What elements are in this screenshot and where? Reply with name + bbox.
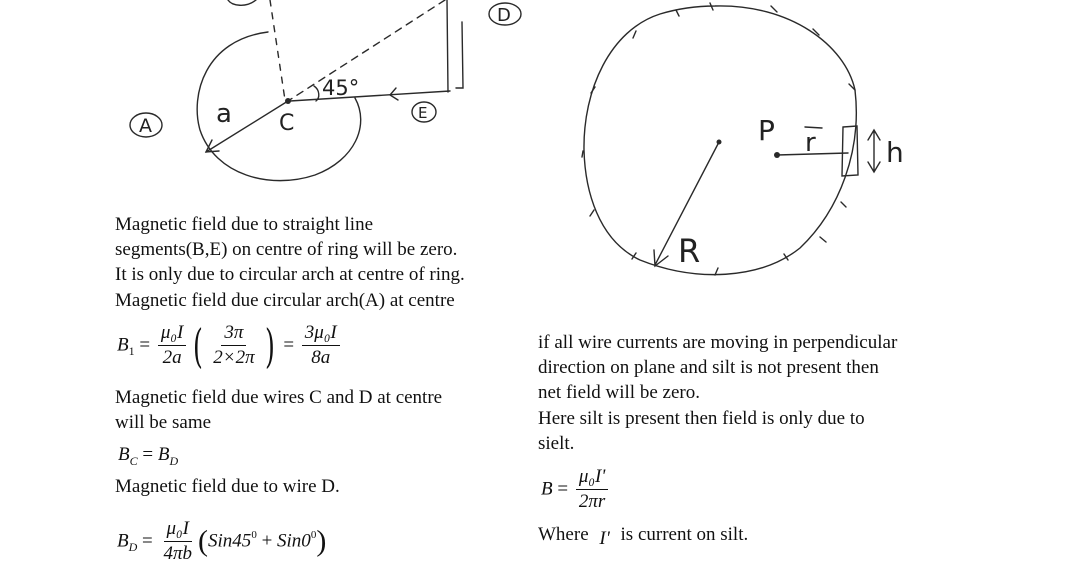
text-line: segments(B,E) on centre of ring will be zero.	[115, 239, 458, 261]
superscript: 0	[251, 528, 257, 541]
label-a: a	[216, 99, 232, 129]
wire-d-bracket	[456, 22, 463, 88]
numerator: 3μ₀I	[302, 322, 340, 346]
label-h: h	[886, 136, 904, 169]
left-paragraph-3	[115, 474, 340, 499]
dashed-line-1	[270, 0, 285, 100]
eq-subscript: C	[129, 454, 138, 468]
text-line: direction on plane and silt is not present then	[538, 357, 879, 379]
where-line	[538, 522, 748, 547]
label-P: P	[758, 114, 775, 147]
right-figure	[582, 3, 904, 275]
text-line: Magnetic field due circular arch(A) at centre	[115, 289, 455, 311]
fraction	[158, 322, 186, 369]
fraction	[161, 518, 196, 565]
denominator: 8a	[311, 347, 331, 368]
wire-e	[290, 91, 450, 101]
text-line: if all wire currents are moving in perpendicular	[538, 332, 898, 353]
text-line: It is only due to circular arch at centre of ring.	[115, 264, 465, 286]
left-paren: (	[198, 524, 209, 558]
text-line: sielt.	[538, 432, 575, 454]
partial-circle-top	[228, 0, 256, 5]
text-line: Magnetic field due wires C and D at centre	[115, 387, 443, 408]
left-paren: (	[193, 318, 204, 373]
eq-equals: =	[139, 334, 151, 356]
text-line: will be same	[115, 412, 212, 434]
eq-equals: =	[142, 444, 154, 465]
numerator: μ₀I	[164, 518, 192, 542]
label-r: r	[805, 128, 816, 158]
right-paren: )	[264, 318, 275, 373]
wire-d	[447, 0, 448, 92]
eq-subscript: D	[169, 454, 179, 468]
text-line: Magnetic field due to wire D.	[115, 476, 340, 497]
right-paren: )	[316, 524, 327, 558]
label-angle: 45°	[322, 76, 360, 100]
dashed-line-2	[288, 0, 445, 101]
numerator: μ₀I	[158, 322, 186, 346]
current-symbol: I'	[599, 528, 610, 549]
denominator: 2×2π	[213, 347, 255, 368]
label-C: C	[279, 111, 295, 136]
eq-symbol: B	[117, 334, 129, 356]
eq-subscript: 1	[128, 343, 135, 358]
eq-symbol: B	[157, 444, 170, 465]
plus-sign: +	[261, 530, 273, 552]
numerator: 3π	[221, 322, 246, 346]
eq-equals: =	[557, 478, 569, 500]
where-suffix: is current on silt.	[620, 524, 749, 545]
eq-equals: =	[283, 334, 295, 356]
term-sin45: Sin45	[208, 530, 252, 552]
numerator: μ₀I'	[576, 466, 609, 490]
text-line: net field will be zero.	[538, 382, 700, 404]
text-line: Magnetic field due to straight line	[115, 214, 374, 235]
label-R: R	[678, 232, 701, 270]
equation-bc-bd	[118, 444, 178, 469]
denominator: 4πb	[163, 543, 193, 564]
label-D: D	[497, 5, 511, 26]
label-E: E	[418, 104, 428, 122]
right-paragraph	[538, 330, 897, 456]
eq-symbol: B	[117, 530, 129, 552]
term-sin0: Sin0	[277, 530, 311, 552]
eq-subscript: D	[128, 539, 138, 554]
where-prefix: Where	[538, 524, 589, 545]
denominator: 2πr	[578, 491, 606, 512]
denominator: 2a	[162, 347, 182, 368]
left-figure	[130, 0, 521, 181]
text-line: Here silt is present then field is only due to	[538, 407, 865, 429]
equation-b-slit	[541, 466, 611, 513]
eq-symbol: B	[541, 478, 553, 500]
eq-symbol: B	[118, 444, 130, 465]
equation-bd	[117, 518, 326, 565]
left-paragraph-2	[115, 385, 442, 435]
equation-b1	[117, 318, 343, 373]
eq-equals: =	[142, 530, 153, 552]
fraction	[210, 322, 257, 369]
slit-brace	[868, 130, 880, 172]
label-A: A	[139, 115, 152, 137]
fraction	[576, 466, 609, 513]
left-paragraph-1	[115, 212, 465, 313]
fraction	[302, 322, 340, 369]
centre-dot	[285, 98, 291, 104]
superscript: 0	[310, 528, 317, 541]
